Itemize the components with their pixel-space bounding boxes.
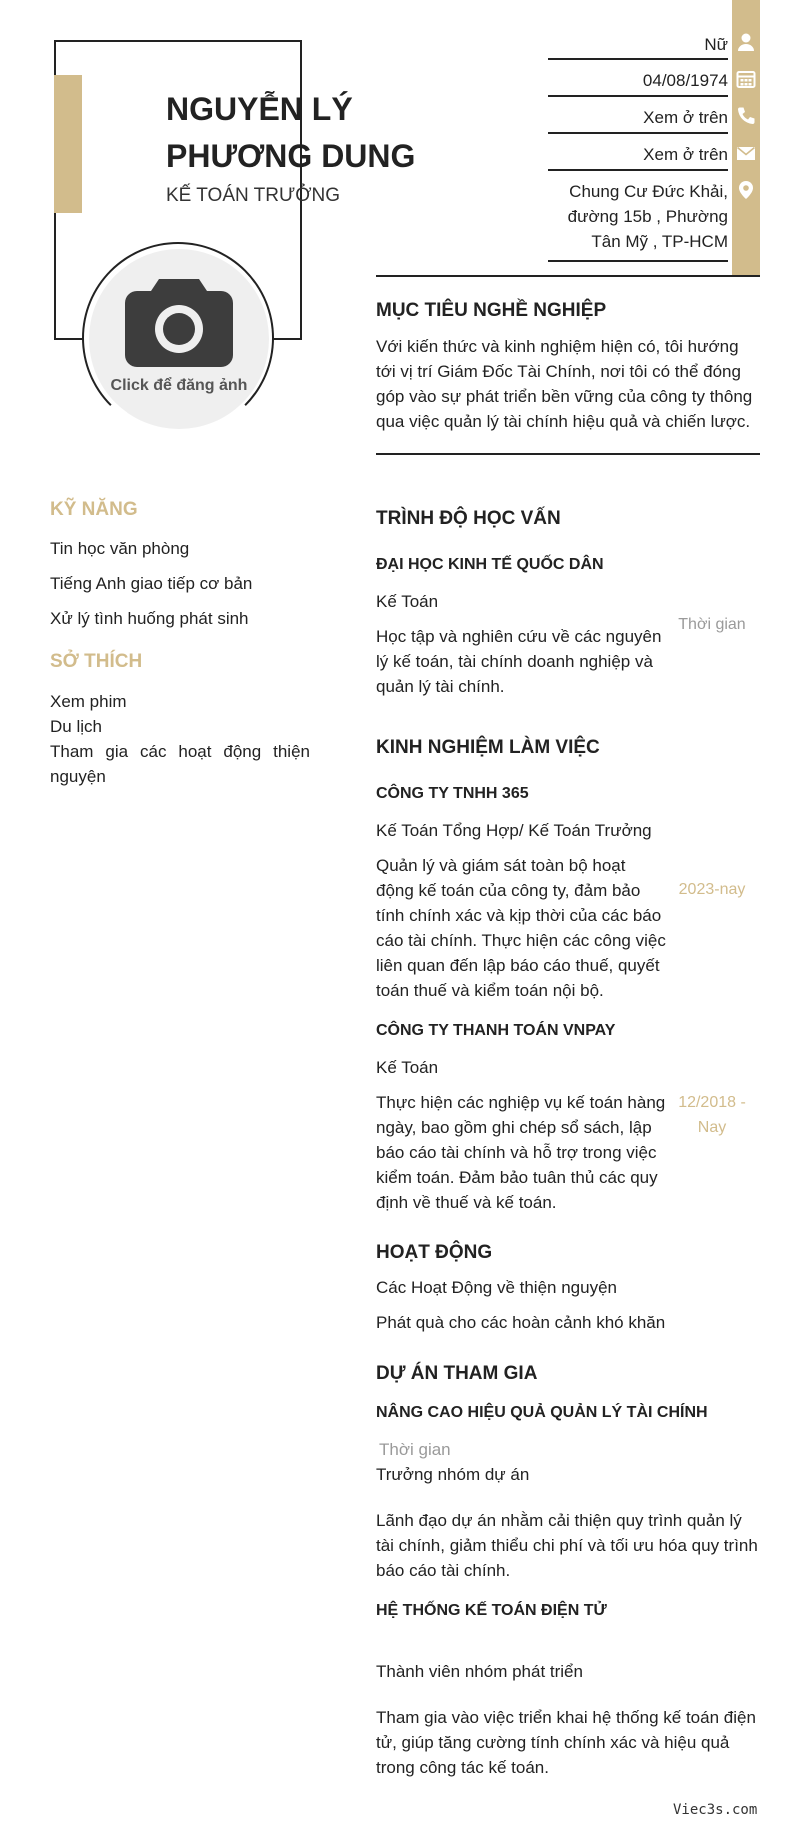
project-time: Thời gian (379, 1440, 451, 1459)
objective-text: Với kiến thức và kinh nghiệm hiện có, tôi hướng tới vị trí Giám Đốc Tài Chính, nơi tôi có thể đóng góp vào sự phát triển bền vững của công ty thông qua việc quản lý tài chính hiệu quả và chiến lược. (376, 337, 753, 431)
person-icon (736, 32, 756, 52)
hobby-item: Xem phim (50, 692, 127, 711)
project-name: HỆ THỐNG KẾ TOÁN ĐIỆN TỬ (376, 1602, 607, 1619)
activities-title: HOẠT ĐỘNG (376, 1242, 493, 1263)
education-school: ĐẠI HỌC KINH TẾ QUỐC DÂN (376, 556, 604, 573)
skills-title: KỸ NĂNG (50, 499, 138, 520)
contact-gender: Nữ (548, 30, 728, 60)
phone-icon (736, 106, 756, 126)
divider-objective (376, 453, 760, 455)
project-description: Lãnh đạo dự án nhằm cải thiện quy trình quản lý tài chính, giảm thiểu chi phí và tối ưu hóa quy trình báo cáo tài chính. (376, 1511, 758, 1580)
contact-birthday: 04/08/1974 (548, 60, 728, 97)
project-name: NÂNG CAO HIỆU QUẢ QUẢN LÝ TÀI CHÍNH (376, 1404, 708, 1421)
project-role: Thành viên nhóm phát triển (376, 1662, 583, 1681)
avatar-upload[interactable] (89, 249, 269, 429)
projects-title: DỰ ÁN THAM GIA (376, 1363, 538, 1384)
objective-title: MỤC TIÊU NGHỀ NGHIỆP (376, 300, 607, 321)
education-time: Thời gian (678, 616, 746, 633)
job-company: CÔNG TY THANH TOÁN VNPAY (376, 1022, 616, 1039)
candidate-job-title: KẾ TOÁN TRƯỞNG (166, 185, 340, 206)
job-company: CÔNG TY TNHH 365 (376, 785, 529, 802)
watermark: Viec3s.com (673, 1802, 758, 1818)
skill-item: Xử lý tình huống phát sinh (50, 609, 249, 628)
job-time: 12/2018 - Nay (678, 1094, 746, 1136)
project-role: Trưởng nhóm dự án (376, 1465, 530, 1484)
hobby-item: Tham gia các hoạt động thiện nguyện (50, 742, 310, 786)
experience-title: KINH NGHIỆM LÀM VIỆC (376, 737, 600, 758)
camera-icon (125, 275, 233, 367)
contact-block (548, 30, 728, 262)
hobbies-title: SỞ THÍCH (50, 651, 143, 672)
activity-item: Các Hoạt Động về thiện nguyện (376, 1278, 617, 1297)
job-position: Kế Toán Tổng Hợp/ Kế Toán Trưởng (376, 821, 652, 840)
candidate-name: NGUYỄN LÝ PHƯƠNG DUNG (166, 91, 416, 174)
mail-icon (736, 143, 756, 163)
accent-bar (54, 75, 82, 213)
avatar-upload-label: Click để đăng ảnh (110, 377, 248, 394)
hobby-item: Du lịch (50, 717, 102, 736)
activity-item: Phát quà cho các hoàn cảnh khó khăn (376, 1313, 666, 1332)
skill-item: Tin học văn phòng (50, 539, 190, 558)
contact-icon-strip (732, 0, 760, 275)
job-description: Quản lý và giám sát toàn bộ hoạt động kế toán của công ty, đảm bảo tính chính xác và kịp thời của các báo cáo tài chính. Thực hiện các công việc liên quan đến lập báo cáo thuế, quyết toán thuế và kiểm toán nội bộ. (376, 856, 666, 1000)
job-time: 2023-nay (678, 881, 746, 898)
calendar-icon (736, 69, 756, 89)
education-description: Học tập và nghiên cứu về các nguyên lý kế toán, tài chính doanh nghiệp và quản lý tài chính. (376, 627, 662, 696)
job-description: Thực hiện các nghiệp vụ kế toán hàng ngày, bao gồm ghi chép sổ sách, lập báo cáo tài chính và hỗ trợ trong việc kiểm toán. Đảm bảo tuân thủ các quy định về thuế và kế toán. (376, 1093, 666, 1212)
job-position: Kế Toán (376, 1058, 439, 1077)
location-icon (736, 180, 756, 200)
project-description: Tham gia vào việc triển khai hệ thống kế toán điện tử, giúp tăng cường tính chính xác và hiệu quả trong công tác kế toán. (376, 1708, 756, 1777)
divider-top (376, 275, 760, 277)
hobbies-list (50, 689, 310, 789)
contact-address: Chung Cư Đức Khải, đường 15b , Phường Tân Mỹ , TP-HCM (548, 171, 728, 262)
education-title: TRÌNH ĐỘ HỌC VẤN (376, 508, 561, 529)
education-major: Kế Toán (376, 592, 439, 611)
skill-item: Tiếng Anh giao tiếp cơ bản (50, 574, 253, 593)
contact-email: Xem ở trên (548, 134, 728, 171)
contact-phone: Xem ở trên (548, 97, 728, 134)
